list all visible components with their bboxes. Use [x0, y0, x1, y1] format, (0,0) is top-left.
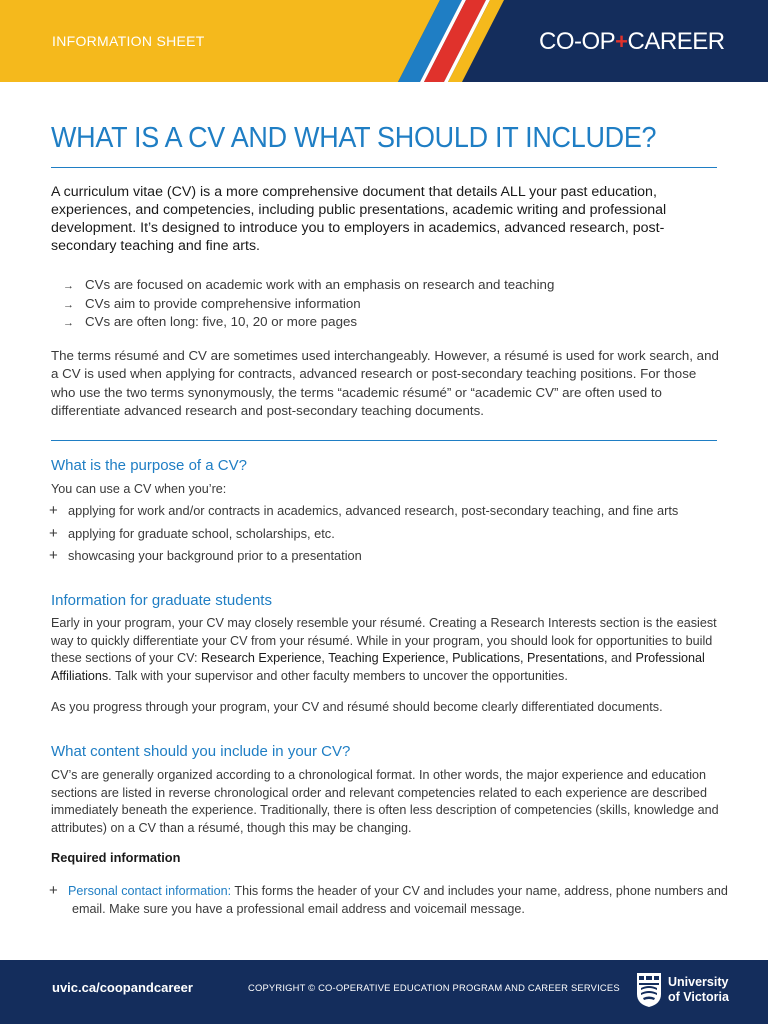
list-item-text: CVs are focused on academic work with an emphasis on research and teaching — [85, 277, 555, 292]
graduate-progress-paragraph: As you progress through your program, your CV and résumé should become clearly differentiated documents. — [51, 700, 663, 714]
footer-copyright: COPYRIGHT © CO-OPERATIVE EDUCATION PROGRAM AND CAREER SERVICES — [248, 982, 620, 993]
contact-line-2: email. Make sure you have a professional email address and voicemail message. — [72, 902, 525, 916]
arrow-icon: → — [63, 317, 74, 329]
brand-right-text: CAREER — [627, 28, 725, 55]
list-item-text: CVs aim to provide comprehensive information — [85, 295, 361, 311]
content-paragraph: CV’s are generally organized according to a chronological format. In other words, the major experience and education sections are listed in reverse chronological order and relevant competencies related to each experience are described immediately beneath the experience. Traditionally, there is often less description of competencies (skills, knowledge and attributes) on a CV than a résumé, though this may be changing. — [51, 768, 719, 835]
contact-line-1 — [68, 882, 729, 900]
university-line-1: University — [668, 975, 729, 989]
purpose-lead: You can use a CV when you’re: — [51, 482, 227, 496]
page-title: WHAT IS A CV AND WHAT SHOULD IT INCLUDE? — [51, 122, 657, 154]
required-information-heading: Required information — [51, 850, 181, 865]
list-item — [63, 313, 554, 332]
graduate-affiliations-bold: Professional Affiliations — [51, 651, 705, 683]
graduate-sections-bold: Research Experience, Teaching Experience, Publications, Presentations, — [201, 651, 608, 665]
purpose-heading: What is the purpose of a CV? — [51, 457, 247, 474]
university-name — [668, 975, 729, 1004]
list-item — [63, 295, 554, 314]
graduate-text-start: Early in your program, your CV may closely resemble your résumé. Creating a Research Interests section is the easiest way to quickly differentiate your CV from your résumé. While in your program, you should look for opportunities to build these sections of your CV: — [51, 616, 717, 665]
contact-description: This forms the header of your CV and includes your name, address, phone numbers and — [231, 884, 728, 898]
terms-paragraph: The terms résumé and CV are sometimes used interchangeably. However, a résumé is used for work search, and a CV is used when applying for contracts, advanced research or post-secondary teaching positions. For those who use the two terms synonymously, the terms “academic résumé” or “academic CV” are often used to differentiate advanced research and post-secondary teaching documents. — [51, 348, 719, 418]
information-sheet-label: INFORMATION SHEET — [52, 33, 205, 49]
arrow-icon: → — [63, 280, 74, 292]
graduate-paragraph — [51, 615, 723, 685]
university-line-2: of Victoria — [668, 989, 729, 1004]
list-item-text: CVs are often long: five, 10, 20 or more pages — [85, 314, 358, 329]
coop-career-logo — [539, 28, 725, 56]
purpose-list — [49, 500, 678, 568]
plus-icon: + — [49, 882, 58, 899]
list-item-text: showcasing your background prior to a presentation — [68, 548, 362, 563]
page-header — [0, 0, 768, 82]
list-item — [49, 545, 678, 568]
list-item — [49, 523, 678, 546]
graduate-text-and: and — [607, 651, 636, 665]
plus-icon: + — [49, 524, 58, 542]
graduate-heading: Information for graduate students — [51, 592, 272, 609]
section-divider — [51, 440, 717, 441]
arrow-icon: → — [63, 298, 74, 311]
intro-paragraph: A curriculum vitae (CV) is a more comprehensive document that details ALL your past education, experiences, and competencies, including public presentations, academic writing and professional development. It’s designed to introduce you to employers in academics, advanced research, post-secondary teaching and fine arts. — [51, 184, 667, 254]
list-item-text: applying for graduate school, scholarships, etc. — [68, 525, 335, 541]
uvic-crest-icon — [636, 972, 662, 1008]
page-footer — [0, 960, 768, 1024]
plus-icon: + — [49, 547, 58, 564]
brand-left-text: CO-OP — [539, 28, 616, 55]
cv-points-list — [63, 276, 554, 332]
personal-contact-item — [49, 882, 729, 918]
graduate-text-end: . Talk with your supervisor and other faculty members to uncover the opportunities. — [108, 668, 568, 683]
plus-icon: + — [49, 502, 58, 519]
title-divider — [51, 167, 717, 168]
content-heading: What content should you include in your CV? — [51, 743, 351, 760]
contact-label: Personal contact information: — [68, 884, 232, 898]
list-item — [49, 500, 678, 523]
list-item — [63, 276, 554, 295]
brand-plus-icon: + — [615, 29, 628, 54]
footer-url-link[interactable]: uvic.ca/coopandcareer — [52, 980, 193, 995]
list-item-text: applying for work and/or contracts in academics, advanced research, post-secondary teaching, and fine arts — [68, 503, 679, 518]
